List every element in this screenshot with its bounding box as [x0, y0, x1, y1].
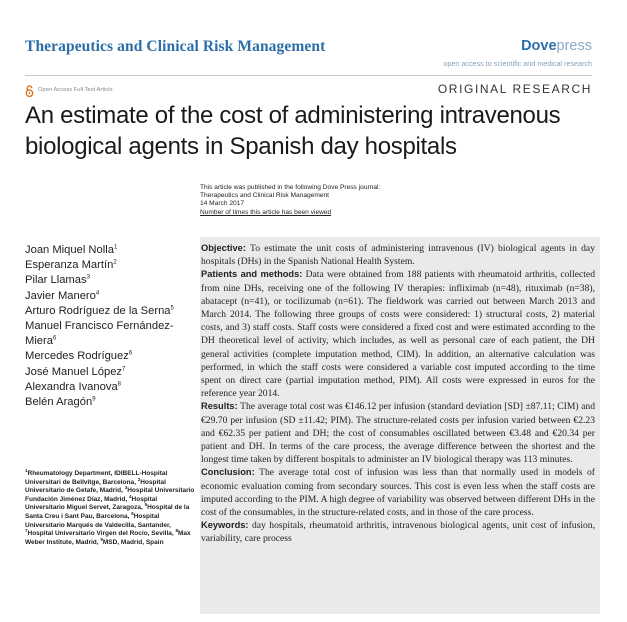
author-name: Pilar Llamas: [25, 274, 87, 287]
author-item: [25, 273, 195, 288]
abstract-keywords: [201, 519, 595, 545]
author-item: [25, 319, 195, 349]
author-name: José Manuel López: [25, 365, 123, 378]
author-affiliation-marker: 5: [170, 305, 174, 312]
publisher-name-light: press: [556, 38, 592, 54]
author-item: [25, 349, 195, 364]
open-access-badge: [25, 84, 113, 96]
conclusion-label: Conclusion:: [201, 467, 255, 478]
author-name: Arturo Rodríguez de la Serna: [25, 304, 171, 317]
publisher-name-bold: Dove: [521, 38, 557, 54]
affiliations: [25, 467, 195, 547]
author-name: Mercedes Rodríguez: [25, 350, 129, 363]
abstract-conclusion: [201, 466, 595, 519]
journal-title[interactable]: Therapeutics and Clinical Risk Management: [25, 38, 326, 55]
keywords-label: Keywords:: [201, 520, 249, 531]
author-affiliation-marker: 6: [128, 350, 133, 357]
author-item: [25, 258, 195, 273]
publisher-tagline: open access to scientific and medical research: [443, 59, 592, 68]
open-lock-icon: [25, 84, 34, 96]
affiliation-text: Hospital Universitario Marqués de Valdecilla, Santander,: [25, 512, 171, 529]
affiliation-text: Hospital de la Santa Creu i Sant Pau, Barcelona,: [25, 504, 190, 520]
author-name: Javier Manero: [25, 289, 96, 302]
affiliation-text: Rheumatology Department, IDIBELL-Hospital Universitari de Bellvitge, Barcelona,: [25, 470, 168, 486]
affiliation-marker: 2: [137, 476, 141, 482]
methods-text: Data were obtained from 188 patients with rheumatoid arthritis, collected from nine DHs, receiving one of the following IV therapies: infliximab (n=48), rituximab (n=38), abatacept (n=41), or tocilizumab (n=61). The fieldwork was carried out between March 2013 and March 2014. The following three groups of costs were considered: 1) structural costs, 2) material costs, and 3) staff costs. Staff costs were considered a fixed cost and were estimated according to the DH theoretical level of activity, which includes, as well as personal care of each patient, the DH general activities (complete imputation method, CIM). In addition, an alternative calculation was performed, in which the staff costs were considered a variable cost imputed according to the time spent on direct care (partial imputation method, PIM). All costs were expressed in euros for the reference year 2014.: [201, 269, 595, 400]
author-name: Belén Aragón: [25, 396, 93, 409]
author-list: [25, 243, 195, 410]
author-affiliation-marker: 3: [86, 274, 90, 281]
affiliation-text: Max Weber Institute, Madrid,: [25, 530, 191, 546]
publication-info: [200, 184, 380, 217]
affiliation-marker: 7: [25, 528, 28, 533]
affiliation-text: Hospital Universitario Virgen del Rocío, Sevilla,: [27, 530, 176, 538]
article-title: An estimate of the cost of administering intravenous biological agents in Spanish day hospitals: [25, 102, 561, 160]
objective-text: To estimate the unit costs of administering intravenous (IV) biological agents in day hospitals (DHs) in the Spanish National Health System.: [201, 243, 595, 268]
keywords-text: day hospitals, rheumatoid arthritis, intravenous biological agents, unit cost of infusion, variability, care process: [201, 520, 595, 545]
pubinfo-line1: This article was published in the following Dove Press journal:: [200, 184, 381, 191]
author-item: [25, 395, 195, 410]
author-affiliation-marker: 2: [113, 259, 117, 266]
abstract-methods: [201, 268, 595, 400]
author-affiliation-marker: 9: [92, 396, 96, 403]
affiliation-marker: 5: [144, 502, 148, 508]
conclusion-text: The average total cost of infusion was less than that normally used in models of economic evaluation coming from secondary sources. This cost is even less when the staff costs are imputed according to the PIM. A high degree of variability was observed between different DHs in the cost of the consumables, in the structure-related costs, and in those of the care process.: [201, 467, 595, 519]
objective-label: Objective:: [201, 243, 246, 253]
pubinfo-date: 14 March 2017: [200, 200, 244, 208]
views-count-link[interactable]: Number of times this article has been viewed: [200, 208, 332, 216]
author-name: Alexandra Ivanova: [25, 380, 118, 393]
affiliation-marker: 3: [124, 485, 128, 491]
author-name: Joan Miquel Nolla: [25, 244, 114, 256]
author-item: [25, 304, 195, 319]
author-affiliation-marker: 1: [113, 244, 118, 251]
author-affiliation-marker: 4: [95, 289, 100, 296]
section-type: ORIGINAL RESEARCH: [437, 82, 592, 96]
open-access-label: Open Access Full Text Article: [38, 87, 113, 93]
publisher-logo[interactable]: [521, 38, 592, 54]
author-item: [25, 380, 195, 395]
author-affiliation-marker: 8: [117, 381, 122, 388]
affiliation-text: MSD, Madrid, Spain: [102, 538, 164, 546]
author-item: [25, 243, 195, 258]
affiliation-marker: 6: [131, 510, 134, 516]
affiliation-text: Hospital Universitario Fundación Jiménez Díaz, Madrid,: [25, 487, 195, 503]
methods-label: Patients and methods:: [201, 269, 303, 280]
affiliation-marker: 1: [25, 467, 28, 473]
author-affiliation-marker: 6: [52, 335, 57, 342]
results-label: Results:: [201, 401, 238, 412]
abstract-results: [201, 400, 595, 466]
affiliation-marker: 4: [129, 493, 132, 499]
author-name: Manuel Francisco Fernández-Miera: [25, 320, 174, 348]
affiliation-marker: 9: [100, 536, 103, 542]
affiliation-text: Hospital Universitario de Getafe, Madrid,: [25, 478, 166, 495]
author-item: [25, 365, 195, 380]
affiliation-marker: 8: [175, 528, 179, 533]
pubinfo-journal: Therapeutics and Clinical Risk Management: [200, 192, 330, 200]
abstract-box: [200, 237, 600, 614]
author-item: [25, 289, 195, 304]
results-text: The average total cost was €146.12 per infusion (standard deviation [SD] ±87.11; CIM) and €29.70 per infusion (SD ±11.42; PIM). The structure-related costs per infusion varied between €2.23 and €62.35 per patient and DH; the cost of consumables oscillated between €3.48 and €20.34 per patient and DH. In terms of the care process, the average difference between the shortest and the longest time taken by different hospitals to administer an IV biological therapy was 113 minutes.: [201, 401, 595, 466]
header-divider: [25, 75, 592, 76]
affiliation-text: Hospital Universitario Miguel Servet, Zaragoza,: [25, 495, 158, 512]
abstract-objective: [201, 242, 595, 268]
author-affiliation-marker: 7: [122, 365, 126, 372]
author-name: Esperanza Martín: [25, 259, 114, 272]
